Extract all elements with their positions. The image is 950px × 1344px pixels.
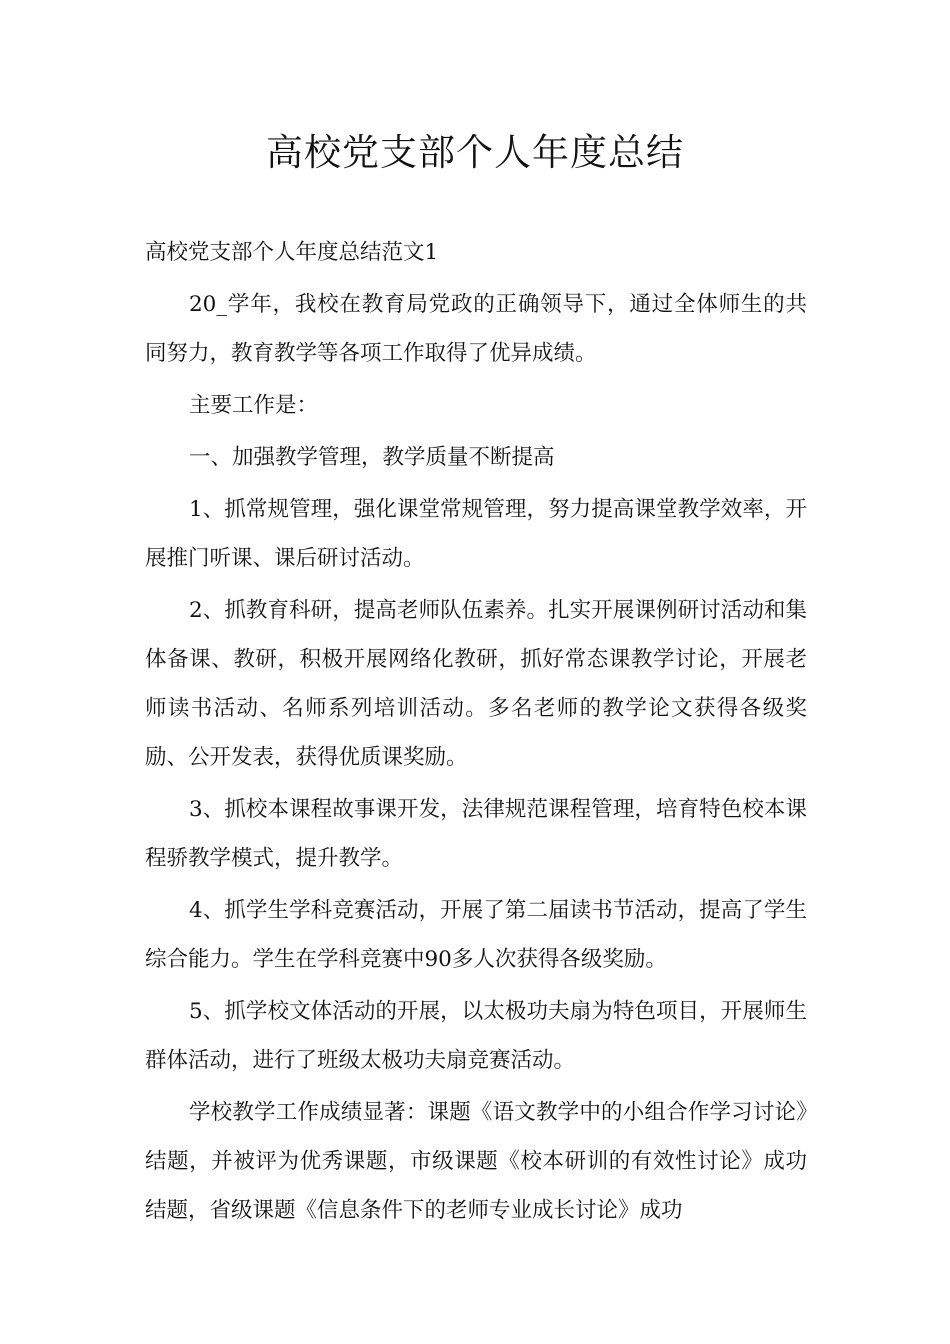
paragraph: 20_学年，我校在教育局党政的正确领导下，通过全体师生的共同努力，教育教学等各项工作取得了优异成绩。: [145, 292, 807, 366]
section-heading: 高校党支部个人年度总结范文1: [145, 240, 439, 265]
paragraph: 5、抓学校文体活动的开展，以太极功夫扇为特色项目，开展师生群体活动，进行了班级太极功夫扇竞赛活动。: [145, 999, 807, 1073]
paragraph: 主要工作是：: [189, 393, 319, 418]
document-title: 高校党支部个人年度总结: [266, 131, 684, 174]
paragraph: 2、抓教育科研，提高老师队伍素养。扎实开展课例研讨活动和集体备课、教研，积极开展网络化教研，抓好常态课教学讨论，开展老师读书活动、名师系列培训活动。多名老师的教学论文获得各级奖励、公开发表，获得优质课奖励。: [145, 598, 807, 770]
paragraph: 4、抓学生学科竞赛活动，开展了第二届读书节活动，提高了学生综合能力。学生在学科竞赛中90多人次获得各级奖励。: [145, 898, 807, 972]
paragraph: 学校教学工作成绩显著：课题《语文教学中的小组合作学习讨论》结题，并被评为优秀课题，市级课题《校本研训的有效性讨论》成功结题，省级课题《信息条件下的老师专业成长讨论》成功: [145, 1100, 807, 1223]
document-body: [145, 228, 807, 1238]
paragraph: 1、抓常规管理，强化课堂常规管理，努力提高课堂教学效率，开展推门听课、课后研讨活动。: [145, 497, 807, 571]
paragraph: 3、抓校本课程故事课开发，法律规范课程管理，培育特色校本课程骄教学模式，提升教学。: [145, 797, 807, 871]
paragraph: 一、加强教学管理，教学质量不断提高: [189, 445, 555, 470]
